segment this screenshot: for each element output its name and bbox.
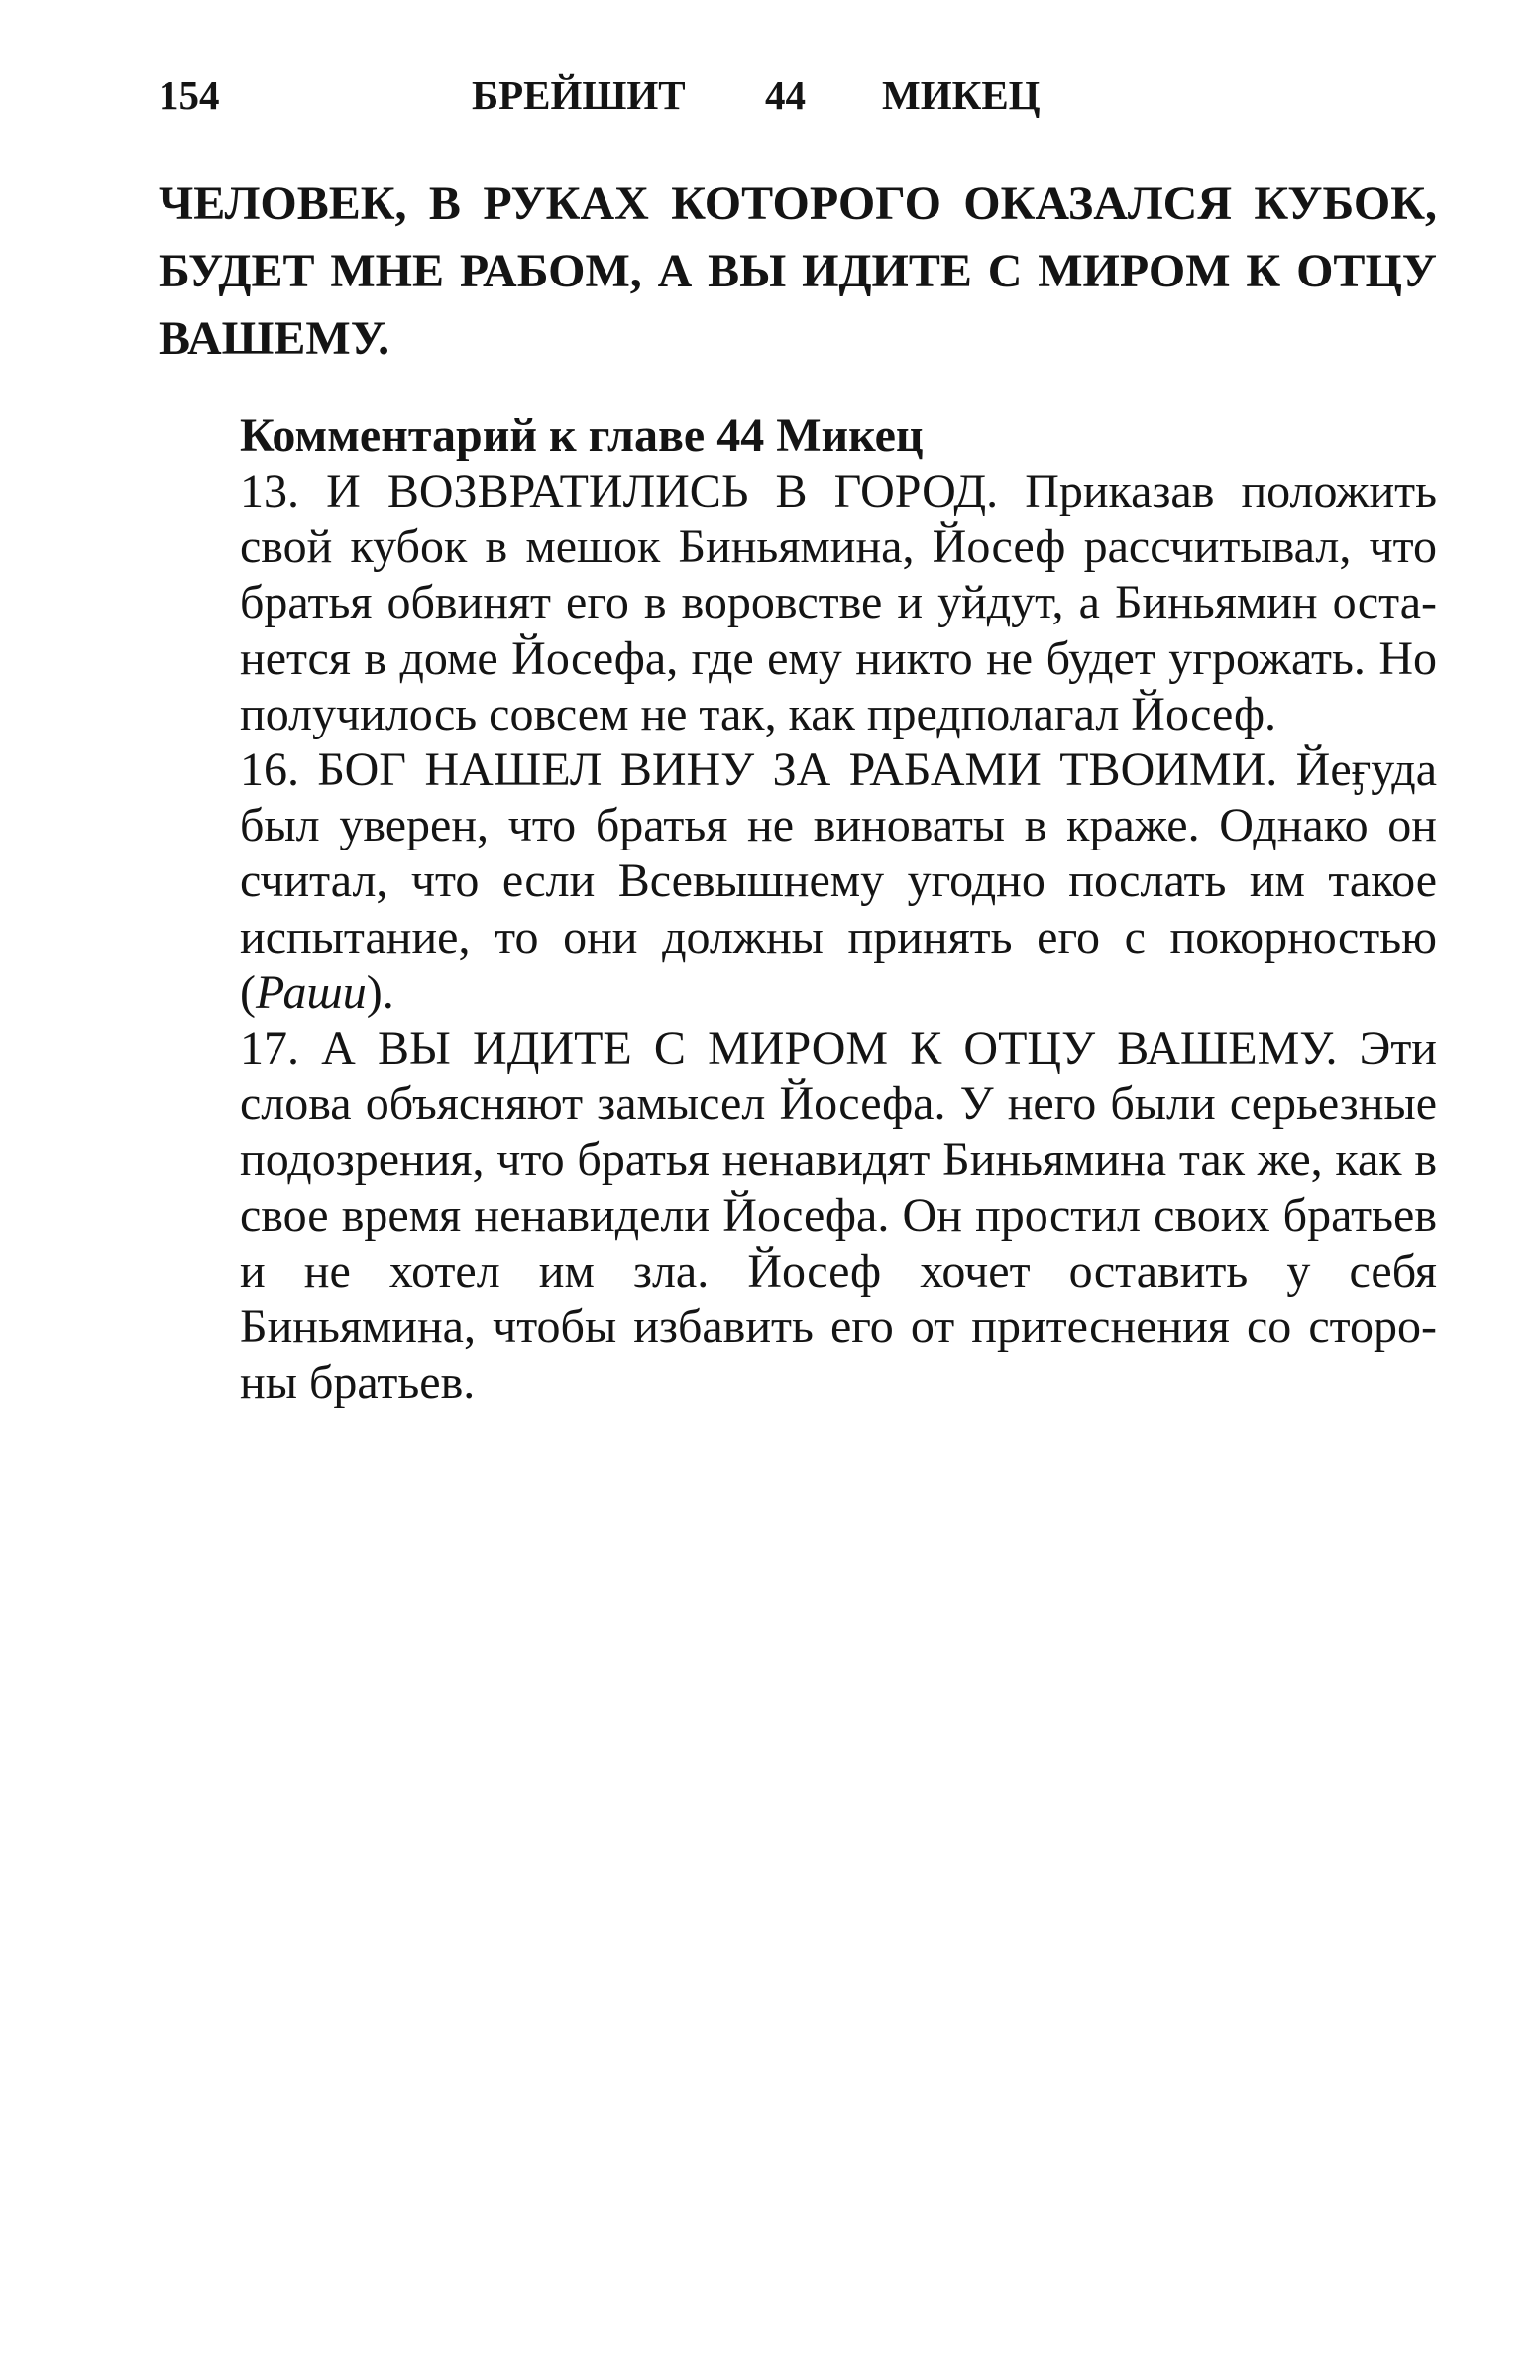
commentary-entry-17: [240, 1021, 1437, 1411]
chapter-number: 44: [765, 72, 806, 118]
entry-reference: 17. А ВЫ ИДИТЕ С МИРОМ К ОТЦУ ВАШЕМУ.: [240, 1022, 1338, 1076]
running-head: [159, 65, 1437, 125]
portion-name: МИКЕЦ: [882, 72, 1041, 118]
entry-reference: 13. И ВОЗВРАТИЛИСЬ В ГОРОД.: [240, 465, 999, 517]
commentary-title: Комментарий к главе 44 Микец: [240, 409, 924, 462]
verse-heading: ЧЕЛОВЕК, В РУКАХ КОТОРОГО ОКАЗАЛСЯ КУБОК, БУДЕТ МНЕ РАБОМ, А ВЫ ИДИТЕ С МИРОМ К ОТЦУ ВАШЕМУ.: [159, 177, 1437, 365]
book-name: БРЕЙШИТ: [472, 72, 686, 118]
entry-reference: 16. БОГ НАШЕЛ ВИНУ ЗА РАБАМИ ТВОИМИ.: [240, 743, 1278, 797]
commentary-entry-13: [240, 464, 1437, 742]
entry-text: Приказав положить свой кубок в мешок Биньямина, Йосеф рассчитывал, что братья обвинят его в воровстве и уйдут, а Биньямин останется в доме Йосефа, где ему никто не будет угрожать. Но получилось совсем не так, как предполагал Йосеф.: [240, 465, 1437, 740]
entry-text-tail: ).: [366, 965, 394, 1019]
source-citation: Раши: [255, 965, 367, 1019]
commentary-entry-16: [240, 742, 1437, 1021]
commentary-section: [240, 408, 1437, 1411]
page-number: 154: [159, 72, 220, 118]
entry-text: Эти слова объясняют замысел Йосефа. У него были серьезные подозрения, что братья ненавидят Биньямина так же, как в свое время ненавидели Йосефа. Он простил своих братьев и не хотел им зла. Йосеф хочет оставить у себя Биньямина, чтобы избавить его от притеснения со стороны братьев.: [240, 1022, 1437, 1410]
entry-text: Йеӻуда был уверен, что братья не виноваты в краже. Однако он считал, что если Всевышнему угодно послать им такое испытание, то они должны принять его с покорностью (: [240, 743, 1438, 1019]
